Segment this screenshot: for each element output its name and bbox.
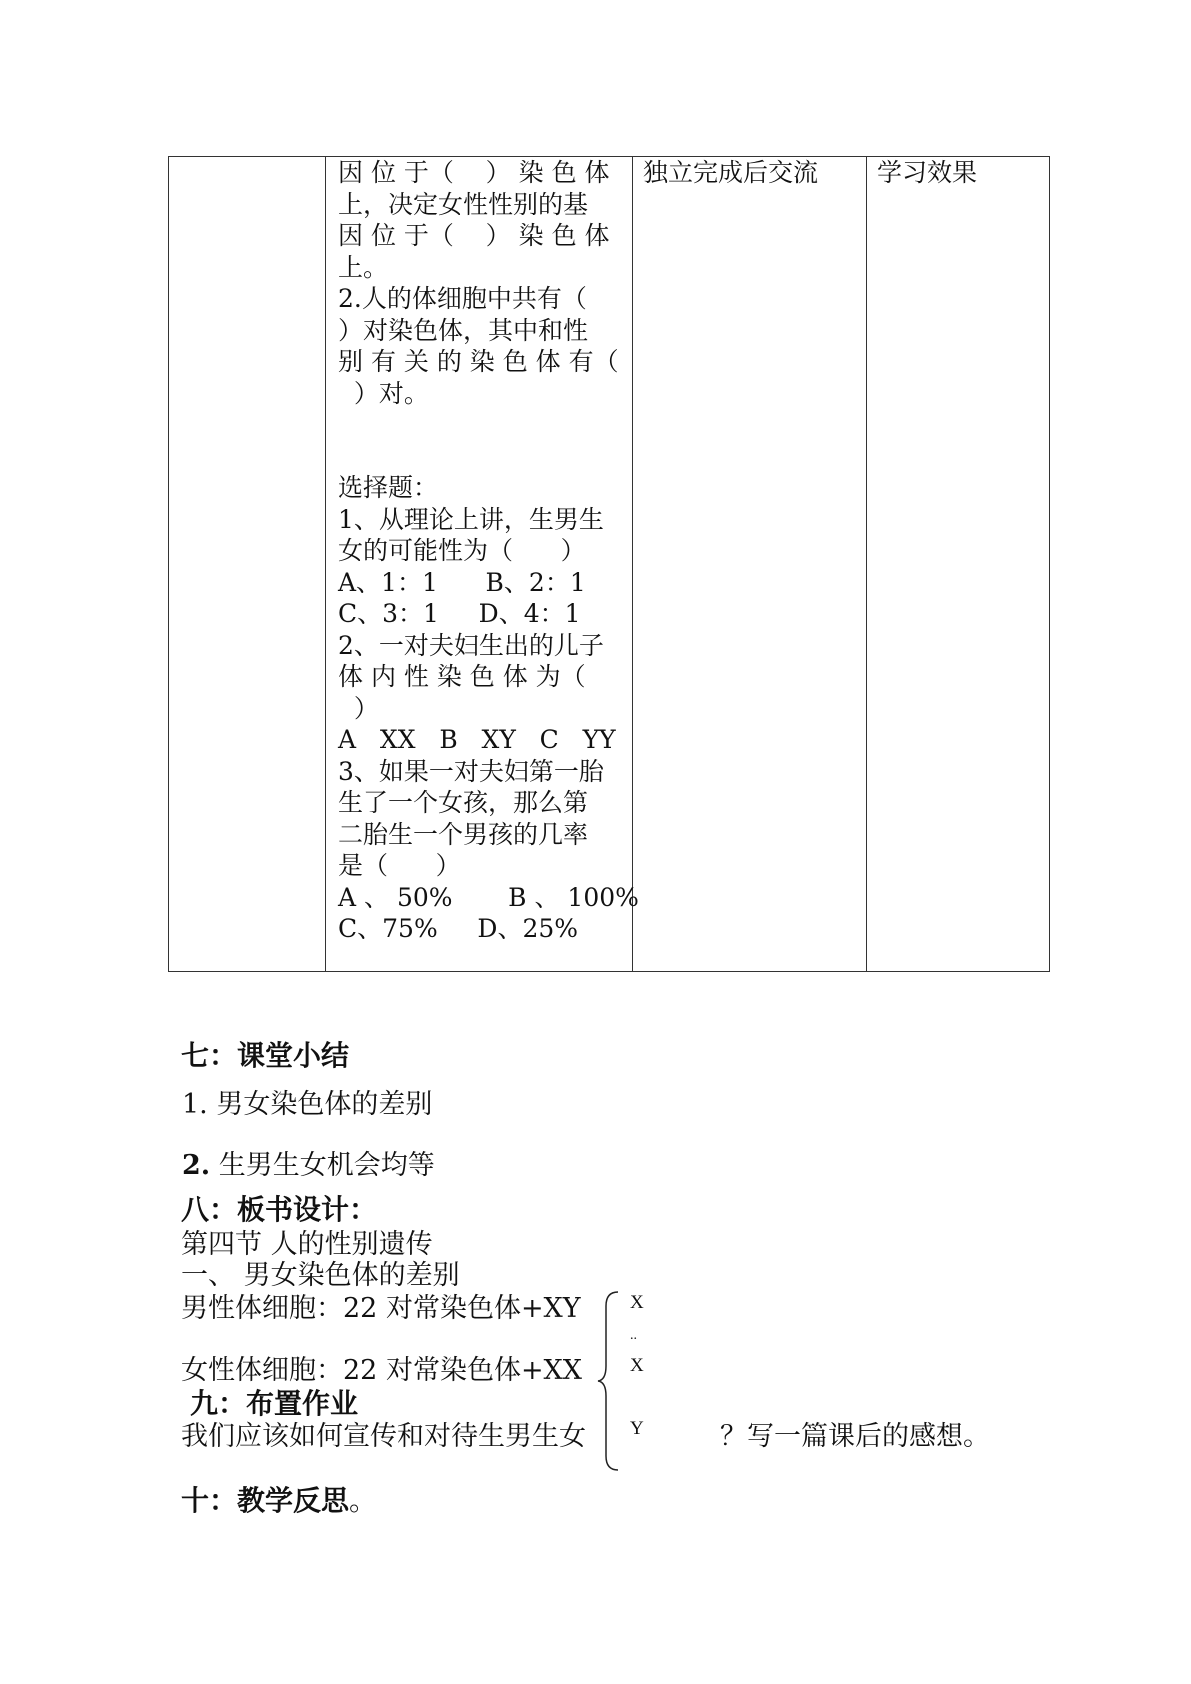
student-activity-cell: 独立完成后交流 <box>643 158 819 187</box>
gamete-dots: .. <box>630 1328 637 1343</box>
learning-effect-cell: 学习效果 <box>877 158 978 187</box>
exercise-line <box>338 409 630 441</box>
homework-text-start: 我们应该如何宣传和对待生男生女 <box>181 1421 586 1452</box>
column-divider <box>866 157 867 971</box>
exercise-line: 是（ ） <box>338 851 461 880</box>
exercise-line: 因 位 于（ ） 染 色 体 <box>338 158 610 187</box>
board-design-heading: 八：板书设计： <box>181 1193 378 1226</box>
summary-heading: 七：课堂小结 <box>181 1039 350 1072</box>
board-line-subtitle: 一、 男女染色体的差别 <box>181 1260 460 1291</box>
exercise-line: 女的可能性为（ ） <box>338 536 586 565</box>
exercise-line: 2、一对夫妇生出的儿子 <box>338 630 604 660</box>
exercise-content-cell <box>338 157 639 945</box>
brace-icon <box>596 1288 626 1474</box>
summary-item-text: 生男生女机会均等 <box>218 1150 435 1181</box>
summary-item-text: 男女染色体的差别 <box>216 1089 433 1120</box>
reflection-heading <box>181 1479 377 1519</box>
exercise-line <box>338 441 630 473</box>
exercise-line: ）对。 <box>338 378 429 408</box>
exercise-line: C、3：1 D、4：1 <box>338 599 581 628</box>
exercise-line: 选择题： <box>338 473 439 502</box>
exercise-line: 体 内 性 染 色 体 为（ <box>338 662 586 691</box>
exercise-line: 1、从理论上讲，生男生 <box>338 504 604 534</box>
column-divider <box>325 157 326 971</box>
exercise-line: 生了一个女孩，那么第 <box>338 788 589 817</box>
exercise-line: ） <box>338 693 379 723</box>
exercise-line: 因 位 于（ ） 染 色 体 <box>338 221 610 250</box>
exercise-line: 上。 <box>338 252 389 282</box>
homework-heading: 九：布置作业 <box>190 1387 359 1420</box>
board-line-male: 男性体细胞：22 对常染色体+XY <box>181 1293 581 1324</box>
gamete-y-label: Y <box>630 1418 644 1439</box>
summary-item-number: 1. <box>182 1089 208 1120</box>
exercise-line: A 、 50% B 、 100% <box>338 882 639 912</box>
summary-item-number: 2. <box>182 1150 211 1181</box>
exercise-line: 3、如果一对夫妇第一胎 <box>338 756 604 786</box>
exercise-line: 2.人的体细胞中共有（ <box>338 284 587 313</box>
gamete-x-label: X <box>630 1355 644 1376</box>
reflection-heading-text: 十：教学反思 <box>181 1484 350 1517</box>
exercise-line: A、1：1 B、2：1 <box>338 567 586 597</box>
exercise-line: ）对染色体，其中和性 <box>338 315 589 345</box>
exercise-line: 别 有 关 的 染 色 体 有（ <box>338 347 619 376</box>
reflection-heading-suffix: 。 <box>349 1484 378 1517</box>
column-divider <box>632 157 633 971</box>
exercise-line: 二胎生一个男孩的几率 <box>338 819 589 849</box>
exercise-line: A XX B XY C YY <box>338 725 616 754</box>
exercise-line: C、75% D、25% <box>338 914 579 943</box>
board-line-section-title: 第四节 人的性别遗传 <box>181 1229 433 1260</box>
gamete-x-label: X <box>630 1292 644 1313</box>
homework-text-end: ？写一篇课后的感想。 <box>720 1421 990 1452</box>
board-line-female: 女性体细胞：22 对常染色体+XX <box>181 1355 583 1386</box>
exercise-line: 上，决定女性性别的基 <box>338 189 589 219</box>
lesson-table <box>168 156 1050 972</box>
summary-item-2 <box>182 1143 435 1182</box>
summary-item-1 <box>182 1082 432 1121</box>
